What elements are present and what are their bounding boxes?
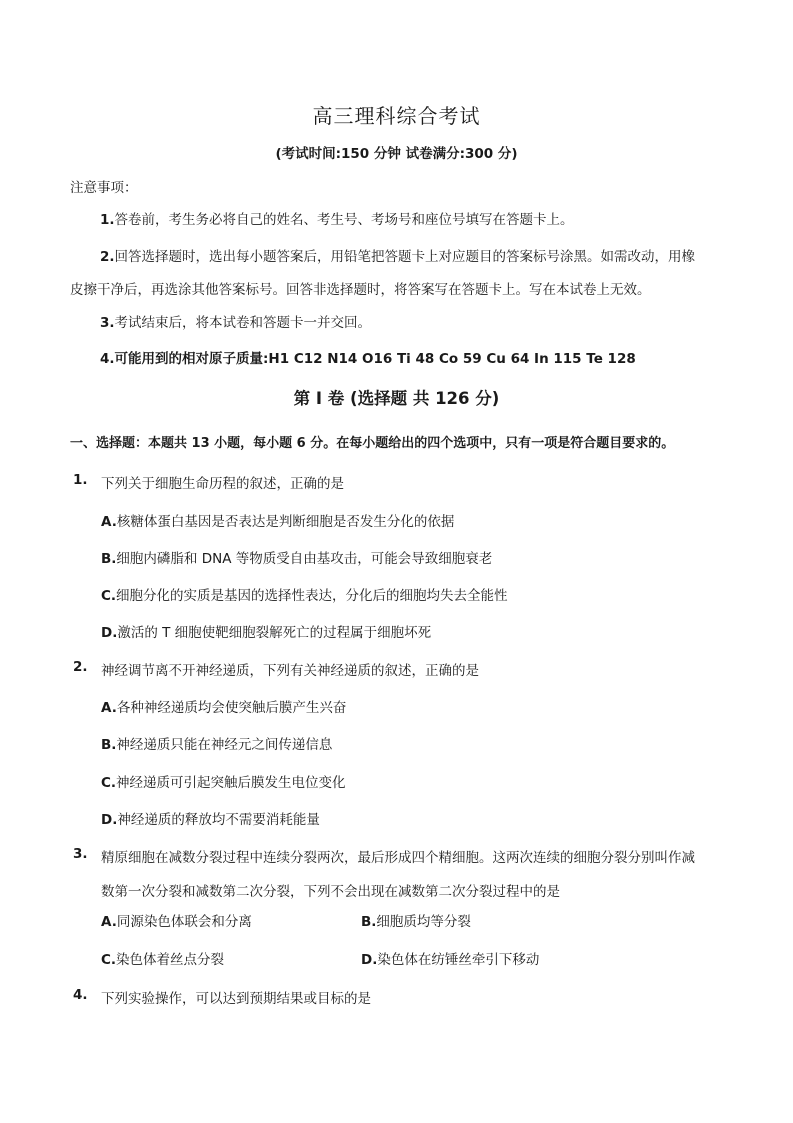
option-text: 细胞内磷脂和 DNA 等物质受自由基攻击，可能会导致细胞衰老 [116,551,493,567]
notice-item-number: 2. [100,249,115,265]
question-1-option-a [101,510,454,530]
question-1-number: 1. [73,472,88,488]
question-1-option-b [101,547,492,567]
option-text: 神经递质可引起突触后膜发生电位变化 [116,775,346,791]
notice-item-2 [100,245,695,265]
question-1-option-c [101,584,508,604]
option-letter: D. [101,812,118,828]
question-1-stem: 下列关于细胞生命历程的叙述，正确的是 [101,476,344,492]
option-letter: B. [101,551,117,567]
question-2-option-c [101,771,346,791]
notice-item-3 [100,311,371,331]
question-2-option-d [101,808,320,828]
question-3-stem-continued: 数第一次分裂和减数第二次分裂，下列不会出现在减数第二次分裂过程中的是 [101,884,560,900]
option-text: 细胞质均等分裂 [376,914,471,930]
exam-title: 高三理科综合考试 [312,104,481,128]
option-text: 同源染色体联会和分离 [116,914,252,930]
option-text: 染色体在纺锤丝牵引下移动 [377,952,540,968]
notice-item-text: 答卷前，考生务必将自己的姓名、考生号、考场号和座位号填写在答题卡上。 [114,212,574,228]
notice-item-number: 4. [100,351,115,367]
option-letter: B. [361,914,377,930]
question-2-option-a [101,696,346,716]
question-3-option-c [101,948,224,968]
question-3-number: 3. [73,846,88,862]
question-3-option-a [101,910,252,930]
option-text: 细胞分化的实质是基因的选择性表达，分化后的细胞均失去全能性 [116,588,508,604]
question-2-stem: 神经调节离不开神经递质，下列有关神经递质的叙述，正确的是 [101,663,479,679]
option-letter: C. [101,588,117,604]
question-4-number: 4. [73,987,88,1003]
section-heading: 一、选择题：本题共 13 小题，每小题 6 分。在每小题给出的四个选项中，只有一项是符合题目要求的。 [70,436,675,451]
notice-item-text: 考试结束后，将本试卷和答题卡一并交回。 [114,315,372,331]
option-letter: A. [101,700,117,716]
notice-item-2-continued: 皮擦干净后，再选涂其他答案标号。回答非选择题时，将答案写在答题卡上。写在本试卷上无效。 [70,282,651,298]
part-title: 第 I 卷 (选择题 共 126 分) [293,389,500,408]
exam-subtitle: (考试时间:150 分钟 试卷满分:300 分) [275,146,518,162]
option-text: 核糖体蛋白基因是否表达是判断细胞是否发生分化的依据 [116,514,455,530]
notice-item-text: 回答选择题时，选出每小题答案后，用铅笔把答题卡上对应题目的答案标号涂黑。如需改动，用橡 [114,249,696,265]
notice-item-1 [100,208,574,228]
option-letter: B. [101,737,117,753]
question-4-stem: 下列实验操作，可以达到预期结果或目标的是 [101,991,371,1007]
question-3-option-d [361,948,539,968]
option-letter: C. [101,775,117,791]
question-2-option-b [101,733,332,753]
option-letter: D. [101,625,118,641]
option-letter: D. [361,952,378,968]
option-text: 神经递质只能在神经元之间传递信息 [116,737,333,753]
option-text: 神经递质的释放均不需要消耗能量 [117,812,320,828]
notice-heading: 注意事项： [70,180,138,196]
question-3-option-b [361,910,471,930]
notice-item-4 [100,347,636,367]
question-1-option-d [101,621,431,641]
notice-item-number: 3. [100,315,115,331]
option-text: 各种神经递质均会使突触后膜产生兴奋 [116,700,347,716]
option-letter: A. [101,514,117,530]
option-letter: C. [101,952,117,968]
question-2-number: 2. [73,659,88,675]
option-letter: A. [101,914,117,930]
notice-item-number: 1. [100,212,115,228]
option-text: 激活的 T 细胞使靶细胞裂解死亡的过程属于细胞坏死 [117,625,432,641]
notice-item-text: 可能用到的相对原子质量:H1 C12 N14 O16 Ti 48 Co 59 Cu 64 In 115 Te 128 [114,351,636,367]
question-3-stem: 精原细胞在减数分裂过程中连续分裂两次，最后形成四个精细胞。这两次连续的细胞分裂分别叫作减 [101,850,695,866]
option-text: 染色体着丝点分裂 [116,952,225,968]
